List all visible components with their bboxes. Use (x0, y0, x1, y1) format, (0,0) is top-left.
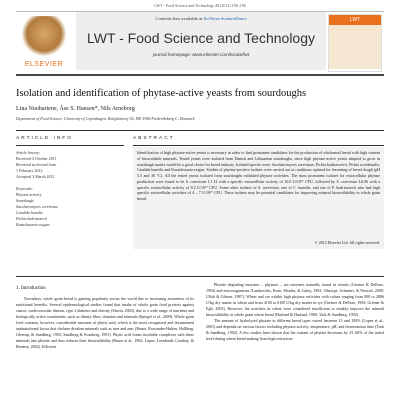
cover-body (329, 25, 381, 69)
journal-homepage[interactable]: journal homepage: www.elsevier.com/locate/lwt (152, 52, 250, 57)
history-line: 1 February 2012 (16, 168, 43, 173)
keyword: Sourdough (16, 198, 34, 203)
journal-banner (76, 12, 326, 70)
keyword: Saccharomyces cerevisiae (16, 204, 58, 209)
keyword: Phytase activity (16, 192, 42, 197)
keywords-heading: Keywords: (16, 186, 34, 191)
intro-paragraph: The amount of hydrolysed phytate in different bread types varied between 13 and 100% (Lopez et al., 2001) and depends on various factors including phytase activity, temperature, pH, and fermentation time (Turk & Sandberg, 1992). A few studies have shown that the content of phytate decreases by 25–60% of the initial level during wheat bread making from high extraction (206, 318, 384, 341)
journal-masthead (16, 11, 384, 76)
copyright-notice: © 2012 Elsevier Ltd. All rights reserved. (314, 240, 380, 245)
abstract-text: Identification of high phytase-active yeasts is necessary in order to find prominent candidates for the production of wholemeal bread with high content of bioavailable minerals. Tested yeasts were isolated from Danish and Lithuanian sourdoughs, since high phytase-active yeasts adapted to grow in sourdough matrix would be a good choice for bread industry. Isolated species were: Saccharomyces cerevisiae, Pichia kudriavzevii, Pichia occidentalis, Candida humilis and Kazachstania exigua. Studies of phytase-positive isolates were carried out at conditions optimal for leavening of bread dough (pH 5.5 and 30 °C). All the tested yeasts isolated from sourdoughs exhibited phytase activities. The most prominent isolates for extracellular phytase production were found to be S. cerevisiae L1.12 with a specific extracellular activity of 10.6 U/10¹⁰ CFU, followed by S. cerevisiae L6.06 with a specific extracellular activity of 8.2 U/10¹⁰ CFU. Some other isolates of S. cerevisiae, one of C. humilis, and one of P. kudriavzevii also had high specific extracellular activities of 4 – 7 U/10¹⁰ CFU. These isolates may be potential candidates for improving mineral bioavailability in whole grain bread. (137, 150, 380, 201)
sciencedirect-link[interactable]: SciVerse ScienceDirect (203, 16, 247, 21)
history-heading: Article history: (16, 150, 41, 155)
keyword: Kazachstania exigua (16, 222, 50, 227)
running-head: LWT - Food Science and Technology 48 (2012) 190–196 (154, 3, 246, 8)
intro-left-column (16, 296, 194, 350)
keyword: Pichia kudriavzevii (16, 216, 47, 221)
divider-top (16, 130, 384, 131)
tree-logo-icon (22, 16, 66, 56)
divider-abstract (133, 145, 384, 146)
journal-cover-thumbnail[interactable] (328, 14, 382, 72)
author-list: Lina Nuobariene, Åse S. Hansen*, Nils Arneborg (16, 106, 135, 112)
history-line: Accepted 3 March 2012 (16, 174, 55, 179)
keyword: Candida humilis (16, 210, 43, 215)
history-line: Received 3 October 2011 (16, 156, 57, 161)
contents-line (76, 16, 326, 21)
publisher-logo-text: ELSEVIER (24, 61, 64, 68)
cover-band (329, 15, 381, 25)
intro-paragraph: Nowadays, whole grain bread is gaining popularity across the world due to increasing awareness of its nutritional benefits. Several epidemiological studies found that intake of whole grain food protects against cancer, cardiovascular disease, type 2 diabetes and obesity (Slavin, 2003), due to a wide range of nutrients and biologically active constituents, such as dietary fiber, vitamins and minerals (Spiegel et al., 2009). Whole grain food contains, however, considerable amounts of phytic acid, which is the most recognized and documented antinutritional factor that chelates divalent minerals such as iron and zinc (Brune, Rossander-Hulten, Hallberg, Gleerup, & Sandberg, 1992; Sandberg & Svanberg, 1991). Phytic acid forms insoluble complexes with these minerals into phytate and thus reduces their bioavailability (Brune et al., 1992; Lopez, Leenhardt, Coudray, & Remesy, 2002). Efficient (16, 296, 194, 349)
abstract-label: ABSTRACT (133, 136, 175, 141)
divider-intro (16, 276, 384, 277)
article-info (16, 150, 124, 228)
divider-info (16, 145, 124, 146)
affiliation: Department of Food Science, University of Copenhagen, Rolighedsvej 30, DK-1958 Frederiksberg C, Denmark (16, 116, 195, 121)
intro-right-column (206, 282, 384, 342)
article-info-label: ARTICLE INFO (16, 136, 73, 141)
article-title: Isolation and identification of phytase-active yeasts from sourdoughs (16, 88, 307, 99)
intro-paragraph: Phytate degrading enzymes – phytases – are enzymes naturally found in cereals (Greiner & DeFaxe, 1994) and microorganisms (Lambrechts, Boze, Moulin, & Galzy, 1992; Olstorpe, Schnürer, & Passoth, 2009; Ullah & Gibson, 1987). Wheat and rye exhibit high phytase activities with values ranging from 900 to 2886 U/kg dry matter in wheat and from 4100 to 6100 U/kg dry matter in rye (Greiner & DeFaxe, 1994; Greiner & Egli, 2003). However, the activities in wheat were considered insufficient to notably improve the mineral bioavailability in whole grain wheat bread (Harland & Harland, 1980; Turk & Sandberg, 1992). (206, 282, 384, 317)
journal-title: LWT - Food Science and Technology (86, 30, 316, 46)
elsevier-logo[interactable] (16, 14, 72, 70)
contents-prefix: Contents lists available at (155, 16, 204, 21)
cover-label: LWT (349, 17, 361, 23)
history-line: Received in revised form (16, 162, 57, 167)
intro-heading: 1. Introduction (16, 286, 46, 291)
